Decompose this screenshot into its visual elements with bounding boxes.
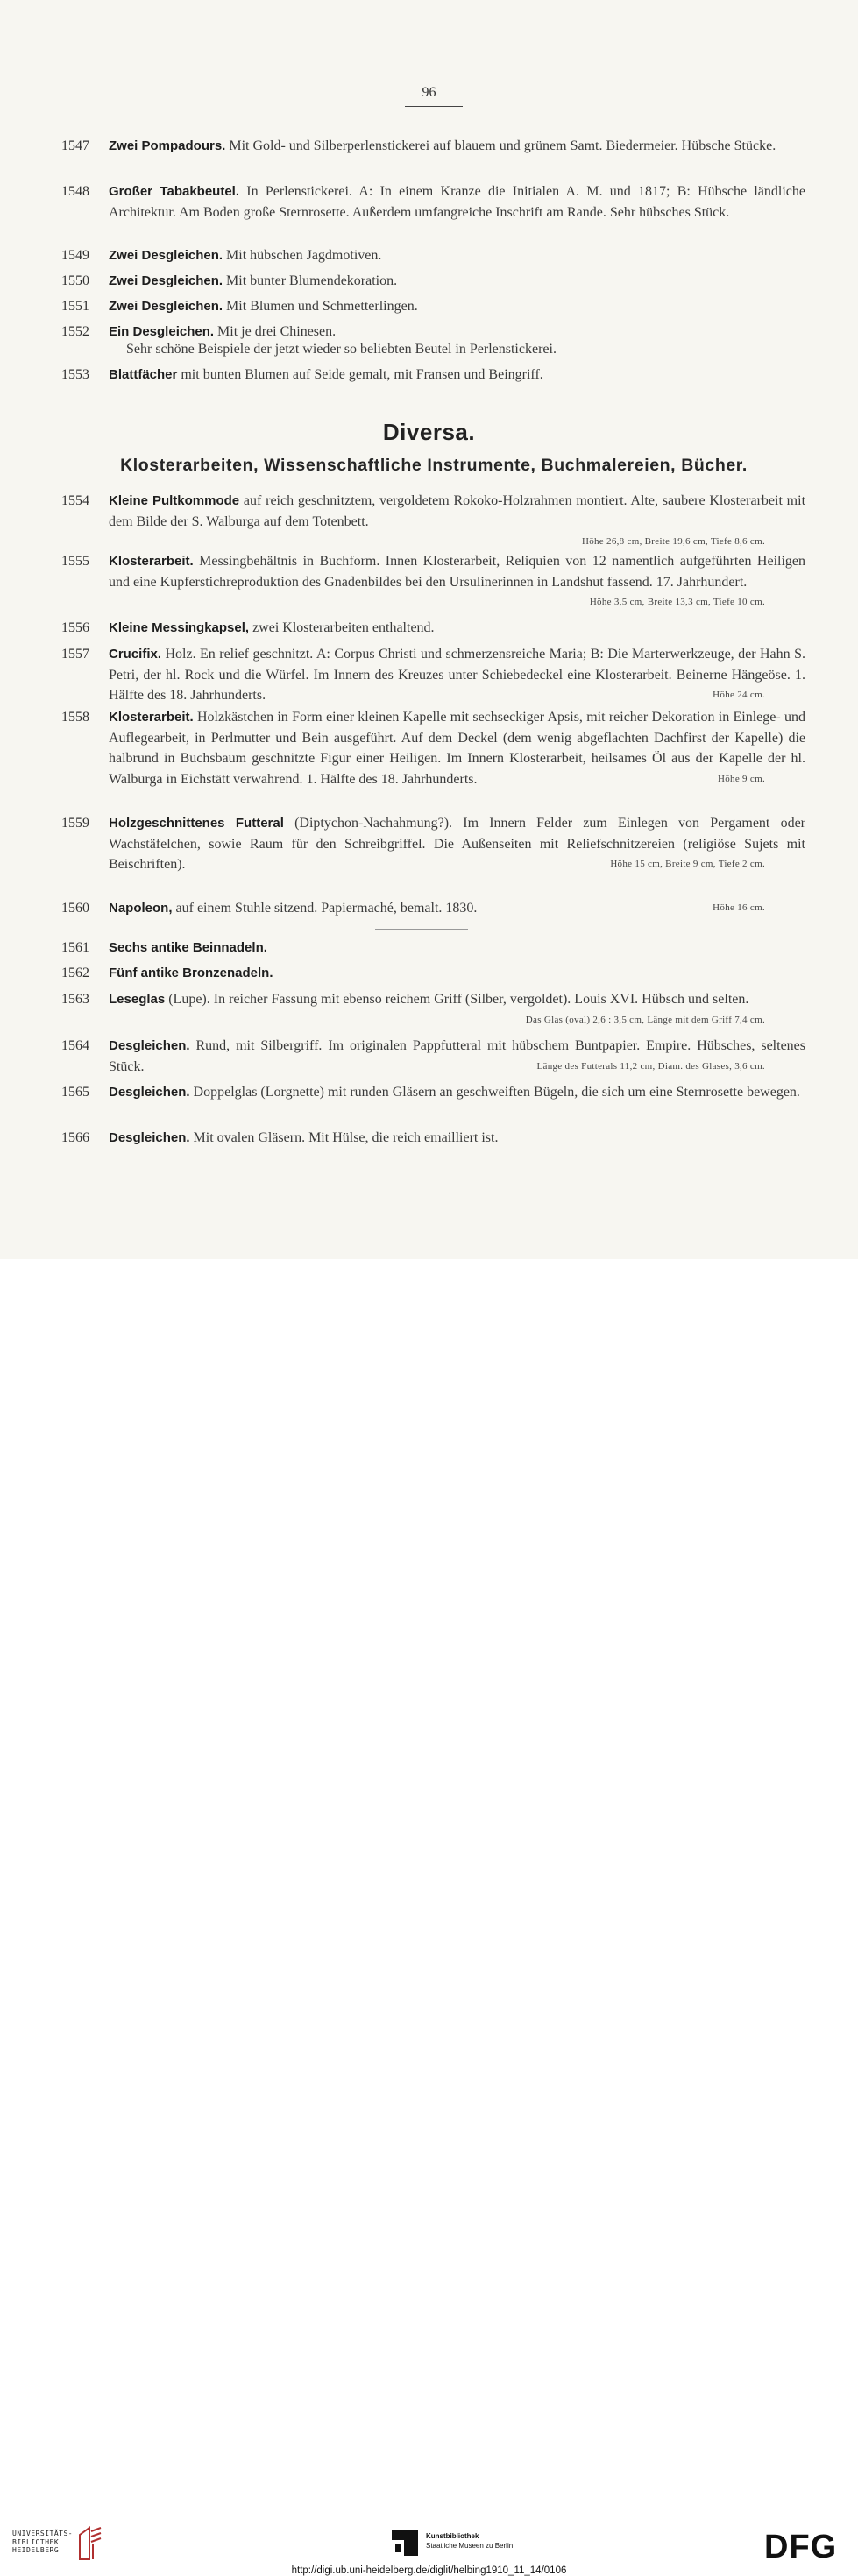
entry-text: auf reich geschnitztem, vergoldetem Rokoko-Holzrahmen montiert. Alte, saubere Klosterarbeit mit dem Bilde der S. Walburga auf dem Totenbett. — [109, 493, 806, 529]
entry-text: Mit hübschen Jagdmotiven. — [223, 248, 382, 263]
footer-bar — [0, 1259, 858, 2576]
entry-text: Mit ovalen Gläsern. Mit Hülse, die reich emailliert ist. — [189, 1130, 499, 1145]
entry-title: Sechs antike Beinnadeln. — [109, 940, 267, 955]
entry-title: Zwei Desgleichen. — [109, 299, 223, 314]
entry-number: 1547 — [61, 138, 89, 153]
separator-rule — [375, 929, 468, 930]
entry-number: 1561 — [61, 940, 89, 955]
entry-number: 1550 — [61, 273, 89, 288]
entry-title: Großer Tabakbeutel. — [109, 184, 240, 199]
scanned-page — [0, 0, 858, 1259]
entry-text: Mit je drei Chinesen. — [214, 324, 337, 339]
entry-number: 1549 — [61, 248, 89, 263]
entry-title: Ein Desgleichen. — [109, 324, 215, 339]
entry-number: 1557 — [61, 647, 89, 662]
entry-number: 1560 — [61, 901, 89, 916]
entry-number: 1559 — [61, 816, 89, 831]
entry-number: 1554 — [61, 493, 89, 508]
entry-title: Blattfächer — [109, 367, 178, 382]
entry-note: Sehr schöne Beispiele der jetzt wieder so beliebten Beutel in Perlenstickerei. — [126, 342, 557, 357]
entry-dimensions: Höhe 26,8 cm, Breite 19,6 cm, Tiefe 8,6 cm. — [581, 536, 765, 547]
entry-number: 1556 — [61, 620, 89, 635]
dfg-logo: DFG — [764, 2529, 838, 2565]
entry-number: 1555 — [61, 554, 89, 569]
entry-dimensions: Das Glas (oval) 2,6 : 3,5 cm, Länge mit dem Griff 7,4 cm. — [525, 1014, 765, 1025]
entry-number: 1562 — [61, 966, 89, 980]
entry-number: 1566 — [61, 1130, 89, 1145]
entry-text: Holz. En relief geschnitzt. A: Corpus Christi und schmerzensreiche Maria; B: Die Marterwerkzeuge, der Hahn S. Petri, der hl. Rock und die Würfel. Im Innern des Kreuzes unter Schiebedeckel eine Klosterarbeit. Beinerne Hängeöse. 1. Hälfte des 18. Jahrhunderts. — [109, 647, 805, 703]
entry-text: Mit Gold- und Silberperlenstickerei auf blauem und grünem Samt. Biedermeier. Hübsche Stücke. — [225, 138, 776, 153]
entry-number: 1548 — [61, 184, 89, 199]
entry-title: Holzgeschnittenes Futteral — [109, 816, 284, 831]
kunstbibliothek-label: Kunstbibliothek Staatliche Museen zu Berlin — [426, 2532, 514, 2550]
entry-text: mit bunten Blumen auf Seide gemalt, mit Fransen und Beingriff. — [177, 367, 543, 382]
entry-number: 1564 — [61, 1038, 89, 1053]
entry-title: Crucifix. — [109, 647, 162, 662]
page-number-rule — [405, 106, 463, 107]
entry-number: 1563 — [61, 992, 89, 1007]
entry-number: 1553 — [61, 367, 89, 382]
ub-heidelberg-logo-icon — [77, 2526, 103, 2561]
entry-text: Mit bunter Blumendekoration. — [223, 273, 398, 288]
entry-text: Messingbehältnis in Buchform. Innen Klosterarbeit, Reliquien von 12 namentlich aufgeführten Heiligen und eine Kupferstichreproduktion des Gnadenbildes bei den Ursulinerinnen in Landshut fassend. 17. Jahrhundert. — [109, 554, 805, 590]
entry-text: In Perlenstickerei. A: In einem Kranze die Initialen A. M. und 1817; B: Hübsche ländliche Architektur. Am Boden große Sternrosette. Außerdem umfangreiche Inschrift am Rande. Sehr hübsches Stück. — [109, 184, 805, 220]
entry-text: (Diptychon-Nachahmung?). Im Innern Felder zum Einlegen von Pergament oder Wachstäfelchen, sowie Raum für den Schreibgriffel. Die Außenseiten mit Reliefschnitzereien (religiöse Sujets mit Beischriften). — [109, 816, 805, 872]
entry-title: Napoleon, — [109, 901, 173, 916]
kunstbibliothek-logo-icon — [392, 2530, 418, 2556]
entry-title: Leseglas — [109, 992, 166, 1007]
entry-text: Holzkästchen in Form einer kleinen Kapelle mit sechseckiger Apsis, mit reicher Dekoration in Einlege- und Auflegearbeit, in Perlmutter und Bein ausgeführt. Auf dem Deckel (dem wenig abgeflachten Dachfirst der Kapelle) die halbrund in Buchsbaum geschnitzte Figur einer Heiligen. Im Innern Klosterarbeit, heilsames Öl aus der Kapelle der hl. Walburga in Eichstätt verwahrend. 1. Hälfte des 18. Jahrhunderts. — [109, 710, 805, 787]
section-title: Diversa. — [382, 419, 476, 445]
entry-dimensions: Länge des Futterals 11,2 cm, Diam. des Glases, 3,6 cm. — [536, 1060, 765, 1072]
entry-title: Klosterarbeit. — [109, 554, 194, 569]
entry-dimensions: Höhe 24 cm. — [713, 690, 765, 700]
entry-title: Desgleichen. — [109, 1130, 190, 1145]
entry-title: Zwei Desgleichen. — [109, 248, 223, 263]
entry-text: (Lupe). In reicher Fassung mit ebenso reichem Griff (Silber, vergoldet). Louis XVI. Hübsch und selten. — [165, 992, 749, 1007]
entry-title: Desgleichen. — [109, 1085, 190, 1100]
entry-number: 1558 — [61, 710, 89, 725]
entry-text: auf einem Stuhle sitzend. Papiermaché, bemalt. 1830. — [172, 901, 478, 916]
entry-title: Klosterarbeit. — [109, 710, 194, 725]
entry-dimensions: Höhe 9 cm. — [717, 773, 765, 784]
entry-title: Zwei Pompadours. — [109, 138, 226, 153]
entry-number: 1552 — [61, 324, 89, 339]
entry-text: Doppelglas (Lorgnette) mit runden Gläsern an geschweiften Bügeln, die sich um eine Sternrosette bewegen. — [189, 1085, 800, 1100]
page-number: 96 — [422, 85, 436, 100]
entry-title: Kleine Messingkapsel, — [109, 620, 250, 635]
source-url[interactable]: http://digi.ub.uni-heidelberg.de/diglit/helbing1910_11_14/0106 — [291, 2565, 567, 2576]
entry-title: Desgleichen. — [109, 1038, 190, 1053]
entry-text: Rund, mit Silbergriff. Im originalen Pappfutteral mit hübschem Buntpapier. Empire. Hübsches, seltenes Stück. — [109, 1038, 805, 1074]
entry-text: zwei Klosterarbeiten enthaltend. — [249, 620, 435, 635]
section-subtitle: Klosterarbeiten, Wissenschaftliche Instrumente, Buchmalereien, Bücher. — [120, 456, 748, 475]
entry-title: Fünf antike Bronzenadeln. — [109, 966, 273, 980]
entry-dimensions: Höhe 16 cm. — [713, 902, 765, 913]
entry-number: 1565 — [61, 1085, 89, 1100]
ub-heidelberg-label: UNIVERSITÄTS- BIBLIOTHEK HEIDELBERG — [12, 2530, 74, 2554]
entry-title: Zwei Desgleichen. — [109, 273, 223, 288]
entry-dimensions: Höhe 3,5 cm, Breite 13,3 cm, Tiefe 10 cm. — [589, 597, 765, 607]
entry-number: 1551 — [61, 299, 89, 314]
entry-dimensions: Höhe 15 cm, Breite 9 cm, Tiefe 2 cm. — [610, 859, 765, 869]
entry-text: Mit Blumen und Schmetterlingen. — [223, 299, 418, 314]
entry-title: Kleine Pultkommode — [109, 493, 240, 508]
